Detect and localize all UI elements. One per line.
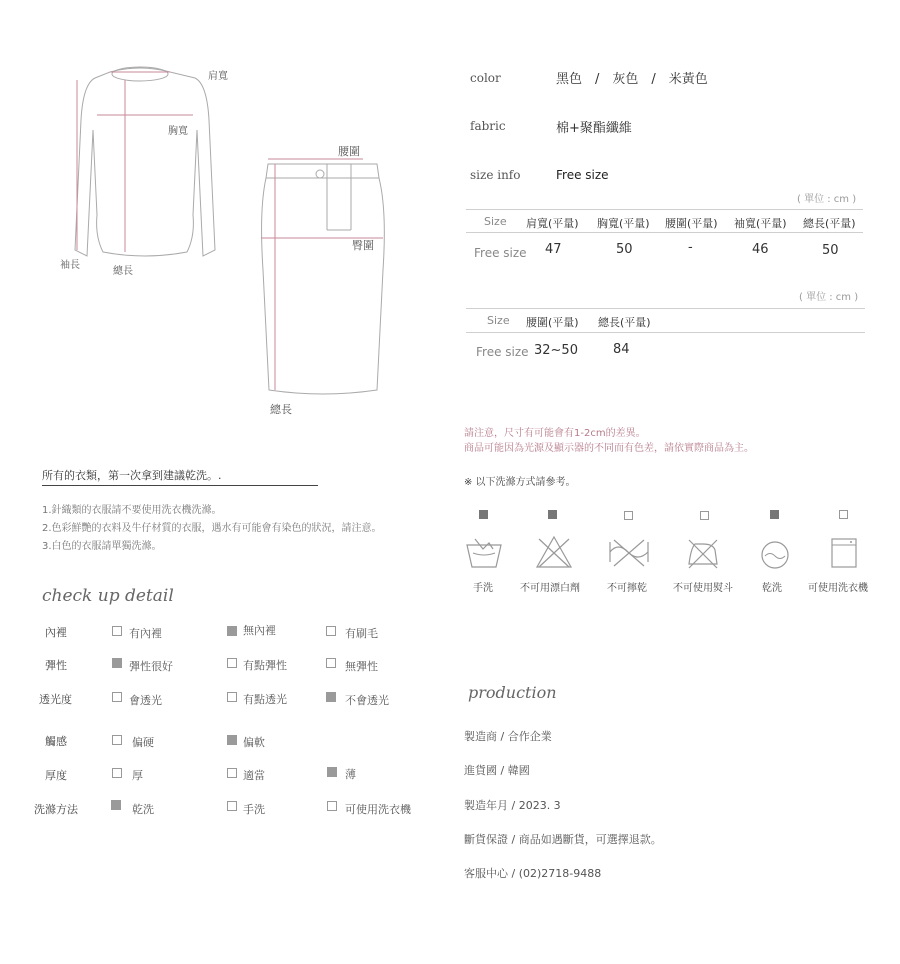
check-elastic-good: 彈性很好 bbox=[129, 660, 173, 673]
top-length-label: 總長 bbox=[113, 266, 133, 277]
table1-header-length: 總長(平量) bbox=[803, 217, 856, 230]
laundry-notice-line1: 1.針織類的衣服請不要使用洗衣機洗滌。 bbox=[42, 505, 222, 516]
table1-top-rule bbox=[466, 209, 863, 210]
table1-cell-shoulder: 47 bbox=[545, 242, 562, 257]
sleeve-label: 袖長 bbox=[60, 260, 80, 271]
waist-label: 腰圍 bbox=[338, 145, 360, 158]
production-guarantee: 斷貨保證 / 商品如遇斷貨，可選擇退款。 bbox=[464, 833, 662, 846]
chest-label: 胸寬 bbox=[168, 126, 188, 137]
table1-header-size: Size bbox=[484, 215, 507, 228]
check-detail-title: check up detail bbox=[42, 586, 174, 606]
table2-unit: ( 單位 : cm ) bbox=[799, 292, 859, 303]
care-label-hand-wash: 手洗 bbox=[473, 583, 493, 594]
check-touch-hard-box bbox=[112, 735, 122, 745]
hand-wash-icon bbox=[465, 535, 503, 569]
check-row-label-washing: 洗滌方法 bbox=[34, 803, 78, 816]
table2-header-size: Size bbox=[487, 314, 510, 327]
check-sheer-yes: 會透光 bbox=[129, 694, 162, 707]
care-checkbox-no-iron bbox=[700, 511, 709, 520]
table1-header-shoulder: 肩寬(平量) bbox=[526, 217, 579, 230]
table1-unit: ( 單位 : cm ) bbox=[797, 194, 857, 205]
color-value: 黑色 / 灰色 / 米黃色 bbox=[556, 72, 708, 87]
laundry-notice-underline bbox=[42, 485, 318, 486]
check-lining-no: 無內裡 bbox=[243, 624, 276, 637]
check-lining-yes-box bbox=[112, 626, 122, 636]
check-wash-dry: 乾洗 bbox=[132, 803, 154, 816]
table1-header-chest: 胸寬(平量) bbox=[597, 217, 650, 230]
check-elastic-some: 有點彈性 bbox=[243, 659, 287, 672]
skirt-diagram bbox=[255, 150, 390, 400]
production-maker: 製造商 / 合作企業 bbox=[464, 730, 552, 743]
check-lining-brushed: 有刷毛 bbox=[345, 627, 378, 640]
table2-cell-waist: 32~50 bbox=[534, 343, 578, 358]
no-iron-icon bbox=[685, 536, 721, 570]
check-wash-hand: 手洗 bbox=[243, 803, 265, 816]
care-label-no-wring: 不可擰乾 bbox=[607, 583, 647, 594]
no-bleach-icon bbox=[535, 535, 573, 569]
dry-clean-icon bbox=[760, 540, 790, 570]
check-sheer-yes-box bbox=[112, 692, 122, 702]
fabric-value: 棉+聚酯纖維 bbox=[556, 121, 632, 136]
shoulder-label: 肩寬 bbox=[208, 71, 228, 82]
care-checkbox-washing-machine bbox=[839, 510, 848, 519]
skirt-length-label: 總長 bbox=[270, 403, 292, 416]
check-row-label-elasticity: 彈性 bbox=[45, 659, 67, 672]
size-info-label: size info bbox=[470, 168, 521, 182]
check-lining-brushed-box bbox=[326, 626, 336, 636]
note-color-difference: 商品可能因為光源及顯示器的不同而有色差，請依實際商品為主。 bbox=[464, 443, 754, 454]
table1-header-sleeve: 袖寬(平量) bbox=[734, 217, 787, 230]
color-label: color bbox=[470, 71, 501, 85]
check-sheer-no-box bbox=[326, 692, 336, 702]
care-label-no-iron: 不可使用熨斗 bbox=[673, 583, 733, 594]
laundry-notice-line3: 3.白色的衣服請單獨洗滌。 bbox=[42, 541, 162, 552]
laundry-notice-title: 所有的衣類，第一次拿到建議乾洗。. bbox=[42, 469, 222, 482]
check-sheer-some-box bbox=[227, 692, 237, 702]
check-elastic-none-box bbox=[326, 658, 336, 668]
check-row-label-touch: 觸感 bbox=[45, 735, 67, 748]
table1-cell-sleeve: 46 bbox=[752, 242, 769, 257]
care-label-no-bleach: 不可用漂白劑 bbox=[520, 583, 580, 594]
care-checkbox-no-bleach bbox=[548, 510, 557, 519]
no-wring-icon bbox=[608, 538, 650, 568]
note-size-difference: 請注意，尺寸有可能會有1-2cm的差異。 bbox=[464, 428, 646, 439]
production-service: 客服中心 / (02)2718-9488 bbox=[464, 867, 602, 880]
table2-header-waist: 腰圍(平量) bbox=[526, 316, 579, 329]
check-row-label-lining: 內裡 bbox=[45, 626, 67, 639]
check-row-label-thickness: 厚度 bbox=[45, 769, 67, 782]
check-thick-thin-box bbox=[327, 767, 337, 777]
check-thick-normal-box bbox=[227, 768, 237, 778]
production-title: production bbox=[468, 683, 557, 702]
check-elastic-good-box bbox=[112, 658, 122, 668]
fabric-label: fabric bbox=[470, 119, 506, 133]
table2-header-length: 總長(平量) bbox=[598, 316, 651, 329]
check-thick-thick-box bbox=[112, 768, 122, 778]
check-touch-soft: 偏軟 bbox=[243, 736, 265, 749]
check-sheer-some: 有點透光 bbox=[243, 693, 287, 706]
care-label-washing-machine: 可使用洗衣機 bbox=[808, 583, 868, 594]
check-row-label-sheerness: 透光度 bbox=[39, 693, 72, 706]
check-wash-dry-box bbox=[111, 800, 121, 810]
table1-cell-chest: 50 bbox=[616, 242, 633, 257]
table1-cell-length: 50 bbox=[822, 243, 839, 258]
check-elastic-none: 無彈性 bbox=[345, 660, 378, 673]
care-label-dry-clean: 乾洗 bbox=[762, 583, 782, 594]
check-touch-hard: 偏硬 bbox=[132, 736, 154, 749]
size-info-value: Free size bbox=[556, 168, 609, 182]
laundry-notice-line2: 2.色彩鮮艷的衣料及牛仔材質的衣服，遇水有可能會有染色的狀況，請注意。 bbox=[42, 523, 382, 534]
table1-header-waist: 腰圍(平量) bbox=[665, 217, 718, 230]
check-wash-hand-box bbox=[227, 801, 237, 811]
check-thick-thin: 薄 bbox=[345, 768, 356, 781]
table2-top-rule bbox=[466, 308, 865, 309]
table2-header-rule bbox=[466, 332, 865, 333]
check-lining-no-box bbox=[227, 626, 237, 636]
check-thick-normal: 適當 bbox=[243, 769, 265, 782]
care-checkbox-dry-clean bbox=[770, 510, 779, 519]
check-wash-machine-box bbox=[327, 801, 337, 811]
top-diagram bbox=[55, 60, 255, 275]
production-origin: 進貨國 / 韓國 bbox=[464, 764, 530, 777]
table1-cell-size: Free size bbox=[474, 246, 527, 260]
care-checkbox-no-wring bbox=[624, 511, 633, 520]
check-thick-thick: 厚 bbox=[132, 769, 143, 782]
production-date: 製造年月 / 2023. 3 bbox=[464, 799, 561, 812]
table2-cell-length: 84 bbox=[613, 342, 630, 357]
check-sheer-no: 不會透光 bbox=[345, 694, 389, 707]
washing-machine-icon bbox=[830, 537, 858, 569]
care-title: ※ 以下洗滌方式請參考。 bbox=[464, 477, 576, 488]
table2-cell-size: Free size bbox=[476, 345, 529, 359]
table1-cell-waist: - bbox=[688, 240, 693, 255]
care-checkbox-hand-wash bbox=[479, 510, 488, 519]
check-elastic-some-box bbox=[227, 658, 237, 668]
check-wash-machine: 可使用洗衣機 bbox=[345, 803, 411, 816]
check-touch-soft-box bbox=[227, 735, 237, 745]
table1-header-rule bbox=[466, 232, 863, 233]
hip-label: 臀圍 bbox=[352, 239, 374, 252]
check-lining-yes: 有內裡 bbox=[129, 627, 162, 640]
